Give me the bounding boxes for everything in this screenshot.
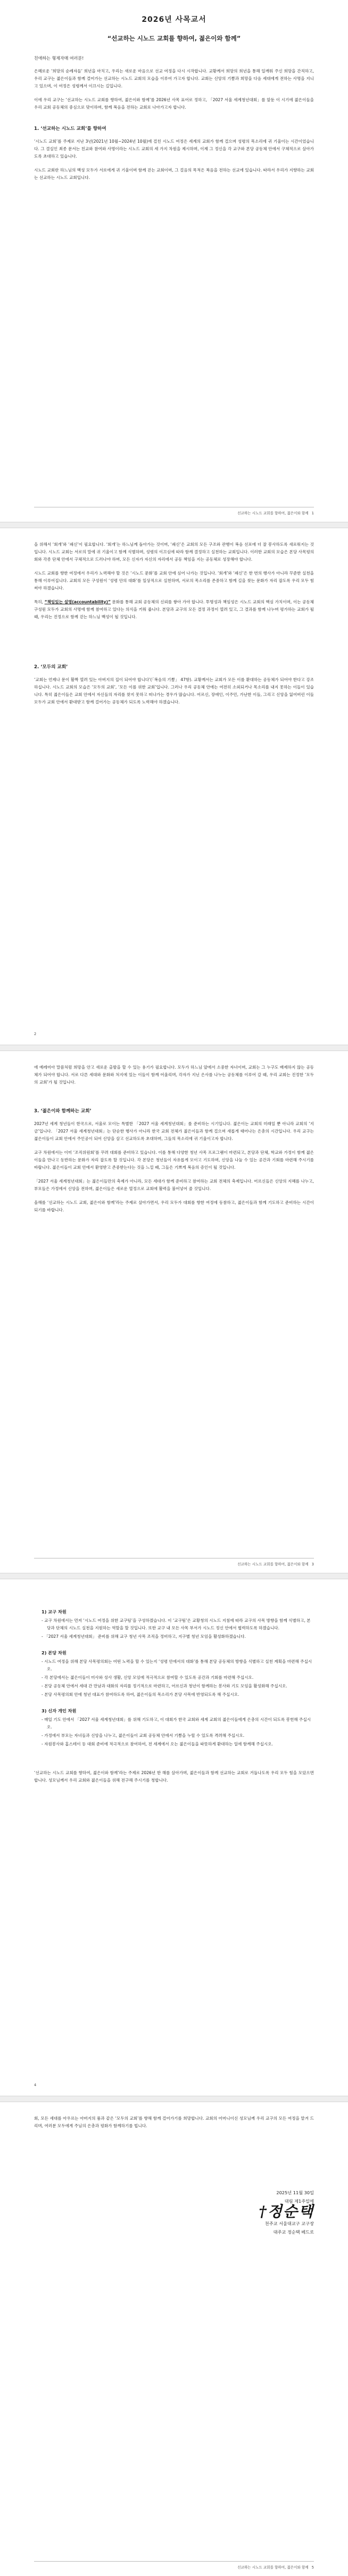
page-number: 2 [34,1032,37,1036]
issue-date: 2025년 11월 30일 [276,2190,314,2195]
document-title: 2026년 사목교서 [142,15,206,24]
subsection-heading-individual: 3) 신자 개인 차원 [42,1708,77,1713]
individual-action-list [42,1716,314,1748]
page-number: 5 [311,2565,314,2570]
document-page-5 [0,2102,348,2576]
page-number: 3 [311,1562,314,1566]
document-page-2 [0,528,348,1045]
paragraph: 「2027 서울 세계청년대회」는 젊은이들만의 축제가 아니라, 모든 세대가 함께 준비하고 참여하는 교회 전체의 축제입니다. 어르신들은 신앙의 지혜를 나누고, 부모들은 가정에서 신앙을 전하며, 젊은이들은 새로운 열정으로 교회에 활력을 불어넣어 줄 것입니다. [34,1179,314,1191]
list-item: - 각 본당에서는 젊은이들이 미사와 성사 생활, 신앙 모임에 적극적으로 참여할 수 있도록 공간과 기회를 마련해 주십시오. [42,1675,254,1680]
paragraph: 시노드 교회란 하느님의 백성 모두가 서로에게 귀 기울이며 함께 걷는 교회이며, 그 걸음의 목적은 복음을 전하는 선교에 있습니다. 따라서 우리가 지향하는 교회는 선교하는 시노드 교회입니다. [34,168,314,180]
footer-title: 선교하는 시노드 교회를 향하여, 젊은이와 함께 [237,1562,309,1566]
page-separator [0,2096,348,2102]
section-heading-3: 3. ‘젊은이와 함께하는 교회’ [34,1109,92,1114]
section-heading-2: 2. ‘모두의 교회’ [34,664,68,670]
footer-title: 선교하는 시노드 교회를 향하여, 젊은이와 함께 [237,2565,309,2570]
page-footer [237,1561,314,1566]
list-item: - 시노드 여정을 위해 본당 사목평의회는 어떤 노력을 할 수 있는지 ‘성령 안에서의 대화’를 통해 본당 공동체의 방향을 식별하고 실천 계획을 마련해 주십시오. [42,1659,312,1671]
paragraph: ‘시노드 교회’를 주제로 지난 3년(2021년 10월~2024년 10월)에 걸친 시노드 여정은 세계의 교회가 함께 걸으며 성령의 목소리에 귀 기울이는 시간이었습니다. 그 결실인 최종 문서는 친교와 참여와 사명이라는 시노드 교회의 세 가지 차원을 제시하며, 이제 그 정신을 각 교구와 본당 공동체 안에서 구체적으로 살아가도록 초대하고 있습니다. [34,139,314,159]
document-page-1 [0,0,348,522]
diocese-action-list [42,1617,314,1640]
paragraph: 을 위해서 ‘회개’와 ‘쇄신’이 필요합니다. ‘회개’는 하느님께 돌아가는 것이며, ‘쇄신’은 교회의 모든 구조와 관행이 복음 선포에 더 잘 봉사하도록 새로워지는 것입니다. 시노드 교회는 서로의 말에 귀 기울이고 함께 식별하며, 성령의 이끄심에 따라 함께 결정하고 실천하는 교회입니다. 이러한 교회의 모습은 본당 사목평의회와 각종 단체 안에서 구체적으로 드러나야 하며, 모든 신자가 자신의 자리에서 공동 책임을 지는 공동체로 성장해야 합니다. [34,542,314,562]
page-separator [0,522,348,528]
list-item: - 본당 사목평의회 안에 청년 대표가 참여하도록 하여, 젊은이들의 목소리가 본당 사목에 반영되도록 해 주십시오. [42,1692,239,1697]
paragraph: 이에 우리 교구는 ‘선교하는 시노드 교회를 향하여, 젊은이와 함께’를 2026년 사목 표어로 정하고, 「2027 서울 세계청년대회」를 앞둔 이 시기에 젊은이들을 우리 교회 공동체의 중심으로 맞이하며, 함께 복음을 전하는 교회로 나아가고자 합니다. [34,97,314,110]
document-subtitle: “선교하는 시노드 교회를 향하여, 젊은이와 함께” [107,35,241,42]
paragraph [34,598,314,621]
document-page-4 [0,1579,348,2096]
paragraph-lead: 특히, [34,600,45,604]
document-page-3 [0,1051,348,1573]
closing-block [34,2188,314,2236]
subsection-heading-diocese: 1) 교구 차원 [42,1609,67,1614]
list-item: - 가정에서 부모는 자녀들과 신앙을 나누고, 젊은이들이 교회 공동체 안에서 기쁨을 누릴 수 있도록 격려해 주십시오. [42,1733,245,1738]
paragraph-rest: 문화를 통해 교회 공동체의 신뢰를 쌓아 가야 합니다. 투명성과 책임성은 시노드 교회의 핵심 가치이며, 이는 공동체 구성원 모두가 교회의 사명에 함께 참여하고 있다는 의식을 키워 줍니다. 본당과 교구의 모든 결정 과정이 열려 있고, 그 결과를 함께 나누며 평가하는 교회가 될 때, 우리는 진정으로 함께 걷는 하느님 백성이 될 것입니다. [34,600,314,619]
page-separator [0,1045,348,1051]
list-item: - 「2027 서울 세계청년대회」 준비를 위해 교구 청년 사목 조직을 정비하고, 지구별 청년 모임을 활성화하겠습니다. [42,1634,246,1639]
page-number: 1 [311,511,314,515]
footer-title: 선교하는 시노드 교회를 향하여, 젊은이와 함께 [237,511,309,515]
section-heading-1: 1. ‘선교하는 시노드 교회’를 향하여 [34,126,106,132]
paragraph: 교구 차원에서는 이미 ‘조직위원회’를 꾸려 대회를 준비하고 있습니다. 이를 통해 다양한 청년 사목 프로그램이 마련되고, 본당과 단체, 학교와 가정이 함께 젊은이들을 만나고 동반하는 문화가 자리 잡도록 할 것입니다. 각 본당은 청년들이 자유롭게 모이고 기도하며, 신앙을 나눌 수 있는 공간과 기회를 마련해 주시기를 바랍니다. 젊은이들이 교회 안에서 환영받고 존중받는다는 것을 느낄 때, 그들은 기쁘게 복음의 증인이 될 것입니다. [34,1150,314,1170]
signer-name: 대주교 정순택 베드로 [273,2229,314,2235]
paragraph: ‘선교하는 시노드 교회를 향하여, 젊은이와 함께’라는 주제로 2026년 한 해를 살아가며, 젊은이들과 함께 선교하는 교회로 거듭나도록 우리 모두 힘을 모았으면 합니다. 성모님께서 우리 교회와 젊은이들을 위해 전구해 주시기를 청합니다. [34,1770,314,1783]
list-item: - 본당 공동체 안에서 세대 간 만남과 대화의 자리를 정기적으로 마련하고, 어르신과 청년이 함께하는 봉사와 기도 모임을 활성화해 주십시오. [42,1684,287,1688]
emphasized-phrase: “책임있는 설명(accountability)” [44,600,111,604]
paragraph: 은혜로운 ‘희망의 순례자들’ 희년을 마치고, 우리는 새로운 마음으로 선교 여정을 다시 시작합니다. 교황께서 희망의 희년을 통해 일깨워 주신 희망을 간직하고, 우리 교구는 젊은이들과 함께 걸어가는 선교하는 시노드 교회의 모습을 이루어 가고자 합니다. 교회는 신앙의 기쁨과 희망을 다음 세대에게 전하는 사명을 지니고 있으며, 이 여정은 성령께서 이끄시는 길입니다. [34,69,314,88]
paragraph: 회, 모든 세대를 아우르는 아버지의 품과 같은 ‘모두의 교회’를 향해 함께 걸어가기를 희망합니다. 교회의 어머니이신 성모님께 우리 교구의 모든 여정을 맡겨 드리며, 여러분 모두에게 주님의 은총과 평화가 함께하기를 빕니다. [34,2116,314,2128]
subsection-heading-parish: 2) 본당 차원 [42,1650,67,1655]
list-item: - 매일 기도 안에서 「2027 서울 세계청년대회」를 위해 기도하고, 이 대회가 한국 교회와 세계 교회의 젊은이들에게 은총의 시간이 되도록 봉헌해 주십시오. [42,1717,311,1729]
list-item: - 자원봉사와 홈스테이 등 대회 준비에 적극적으로 참여하여, 전 세계에서 오는 젊은이들을 따뜻하게 환대하는 일에 함께해 주십시오. [42,1742,273,1746]
greeting: 친애하는 형제자매 여러분! [34,56,84,61]
paragraph: 시노드 교회를 향한 여정에서 우리가 노력해야 할 것은 ‘시노드 문화’를 교회 안에 심어 나가는 것입니다. ‘회개’와 ‘쇄신’은 한 번의 행사가 아니라 꾸준한 실천을 통해 이루어집니다. 교회의 모든 구성원이 ‘성령 안의 대화’를 일상적으로 실천하며, 서로의 목소리를 존중하고 함께 길을 찾는 문화가 자리 잡도록 우리 모두 힘써야 하겠습니다. [34,571,314,590]
paragraph: 2027년 세계 청년들이 한국으로, 서울로 모이는 특별한 「2027 서울 세계청년대회」를 준비하는 시기입니다. 젊은이는 교회의 미래일 뿐 아니라 교회의 ‘지금’입니다. 「2027 서울 세계청년대회」는 단순한 행사가 아니라 한국 교회 전체가 젊은이들과 함께 걸으며 새롭게 태어나는 은총의 시간입니다. 우리 교구는 젊은이들이 교회 안에서 주인공이 되어 신앙을 살고 선교하도록 초대하며, 그들의 목소리에 귀 기울이고자 합니다. [34,1121,314,1141]
page-number: 4 [34,2083,37,2087]
paragraph: 에 예레미아 말씀처럼 희망을 안고 새로운 출발을 할 수 있는 용기가 필요합니다. 모두가 하느님 앞에서 소중한 자녀이며, 교회는 그 누구도 배제하지 않는 공동체가 되어야 합니다. 서로 다른 세대와 문화와 처지에 있는 이들이 함께 어울리며, 각자가 지닌 은사를 나누는 공동체를 이루어 갈 때, 우리 교회는 진정한 ‘모두의 교회’가 될 것입니다. [34,1065,314,1085]
page-footer [237,2564,314,2570]
issue-occasion: 대림 제1주일에 [284,2198,314,2204]
paragraph: 올해를 ‘선교하는 시노드 교회, 젊은이와 함께’라는 주제로 살아가면서, 우리 모두가 대회를 향한 여정에 동참하고, 젊은이들과 함께 기도하고 준비하는 시간이 되기를 바랍니다. [34,1200,314,1212]
list-item: - 교구 차원에서는 먼저 ‘시노드 여정을 위한 교구팀’을 구성하겠습니다. 이 ‘교구팀’은 교황청의 시노드 지침에 따라 교구의 사목 방향을 함께 식별하고, 본당과 단체의 시노드 실천을 지원하는 역할을 할 것입니다. 또한 교구 내 모든 사목 부서가 시노드 정신 안에서 협력하도록 하겠습니다. [42,1618,311,1630]
signature: †정순택 [259,2203,314,2220]
page-footer [237,510,314,515]
footer-divider [34,2561,314,2562]
parish-action-list [42,1658,314,1699]
signer-title: 천주교 서울대교구 교구장 [264,2221,314,2226]
paragraph: ‘교회는 언제나 문이 활짝 열려 있는 아버지의 집이 되어야 합니다’(「복음의 기쁨」 47항). 교황께서는 교회가 모든 이를 환대하는 공동체가 되어야 한다고 강조하십니다. 시노드 교회의 모습은 ‘모두의 교회’, ‘모든 이를 위한 교회’입니다. 그러나 우리 공동체 안에는 여전히 소외되거나 목소리를 내지 못하는 이들이 있습니다. 특히 젊은이들은 교회 안에서 자신들의 자리를 찾지 못하고 떠나가는 경우가 많습니다. 어르신, 장애인, 이주민, 가난한 이들, 그리고 신앙을 잃어버린 이들 모두가 교회 안에서 환대받고 함께 걸어가는 공동체가 되도록 노력해야 하겠습니다. [34,677,314,704]
page-separator [0,1573,348,1579]
